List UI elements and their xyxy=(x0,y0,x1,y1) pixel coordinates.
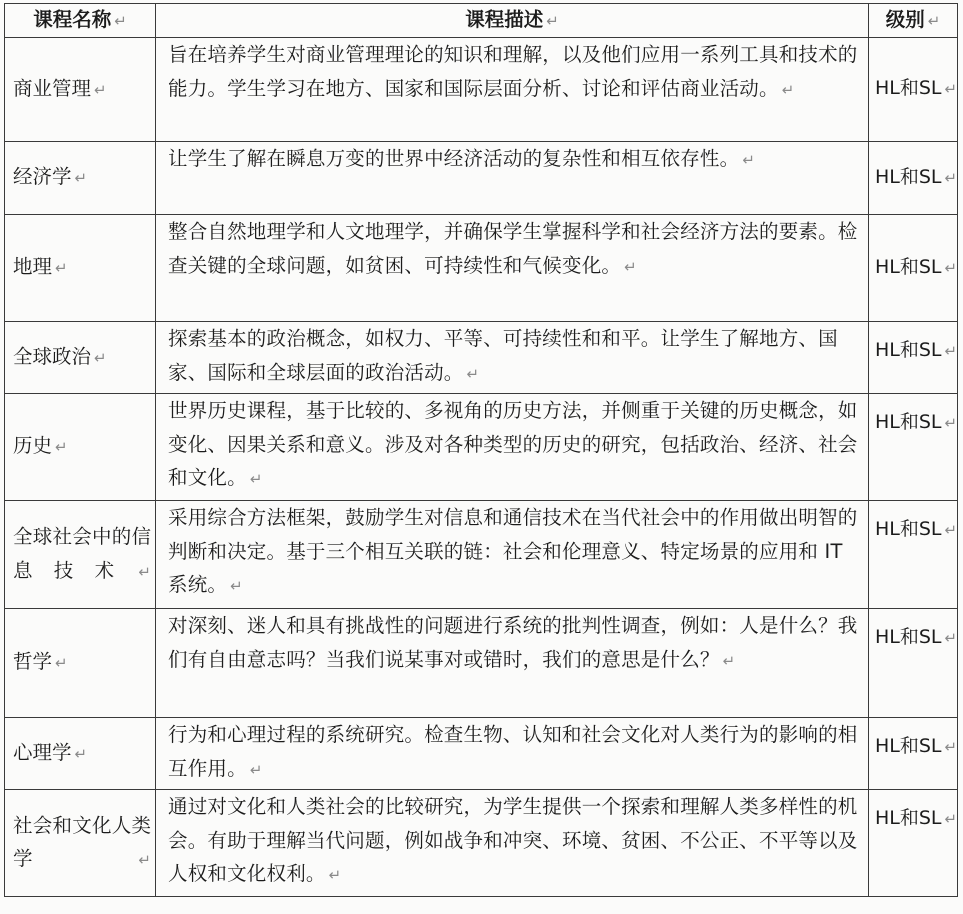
course-desc: 采用综合方法框架，鼓励学生对信息和通信技术在当代社会中的作用做出明智的判断和决定。基于三个相互关联的链：社会和伦理意义、特定场景的应用和 IT 系统。 xyxy=(168,506,858,596)
course-name: 心理学 xyxy=(13,740,72,764)
return-mark: ↵ xyxy=(944,810,958,828)
course-level: HL和SL xyxy=(875,626,942,648)
course-desc: 行为和心理过程的系统研究。检查生物、认知和社会文化对人类行为的影响的相互作用。 xyxy=(168,723,858,780)
return-mark: ↵ xyxy=(944,414,958,432)
course-name: 全球社会中的信息技术 xyxy=(13,525,151,582)
return-mark: ↵ xyxy=(55,438,68,457)
course-level: HL和SL xyxy=(875,339,942,361)
return-mark: ↵ xyxy=(546,12,559,30)
course-name-cell xyxy=(5,38,156,142)
course-level: HL和SL xyxy=(875,165,942,188)
course-table xyxy=(4,3,958,897)
return-mark: ↵ xyxy=(944,521,958,539)
course-level-cell xyxy=(869,501,958,609)
return-mark: ↵ xyxy=(944,738,958,756)
table-row xyxy=(5,322,958,394)
course-desc-cell xyxy=(156,609,869,718)
course-desc-cell xyxy=(156,394,869,501)
table-row xyxy=(5,394,958,501)
course-name-cell xyxy=(5,718,156,790)
course-name-cell xyxy=(5,790,156,897)
course-desc: 对深刻、迷人和具有挑战性的问题进行系统的批判性调查，例如：人是什么？我们有自由意志吗？当我们说某事对或错时，我们的意思是什么？ xyxy=(168,614,858,671)
header-level-cell xyxy=(869,4,958,38)
course-level: HL和SL xyxy=(875,411,942,433)
return-mark: ↵ xyxy=(944,80,958,99)
return-mark: ↵ xyxy=(249,470,263,488)
course-name-cell xyxy=(5,501,156,609)
table-row xyxy=(5,501,958,609)
course-desc: 探索基本的政治概念，如权力、平等、可持续性和和平。让学生了解地方、国家、国际和全球层面的政治活动。 xyxy=(168,327,838,384)
course-desc-cell xyxy=(156,215,869,322)
return-mark: ↵ xyxy=(74,169,88,188)
course-desc: 整合自然地理学和人文地理学，并确保学生掌握科学和社会经济方法的要素。检查关键的全球问题，如贫困、可持续性和气候变化。 xyxy=(168,220,858,277)
return-mark: ↵ xyxy=(94,348,107,367)
course-desc-cell xyxy=(156,142,869,215)
course-level-cell xyxy=(869,215,958,322)
course-level-cell xyxy=(869,394,958,501)
course-desc-cell xyxy=(156,501,869,609)
table-row xyxy=(5,718,958,790)
table-row xyxy=(5,215,958,322)
course-level-cell xyxy=(869,718,958,790)
course-desc-cell xyxy=(156,38,869,142)
course-name: 经济学 xyxy=(13,165,72,189)
course-name: 商业管理 xyxy=(13,76,92,100)
return-mark: ↵ xyxy=(624,257,637,276)
header-name: 课程名称 xyxy=(33,8,112,31)
course-name-cell xyxy=(5,142,156,215)
return-mark: ↵ xyxy=(742,151,756,169)
return-mark: ↵ xyxy=(230,577,243,595)
return-mark: ↵ xyxy=(328,866,342,884)
course-desc-cell xyxy=(156,322,869,394)
header-row xyxy=(5,4,958,38)
return-mark: ↵ xyxy=(944,629,958,647)
course-name: 社会和文化人类学 xyxy=(13,813,151,870)
return-mark: ↵ xyxy=(944,168,958,187)
course-name-cell xyxy=(5,394,156,501)
course-name-cell xyxy=(5,322,156,394)
course-name: 全球政治 xyxy=(13,344,92,368)
course-level-cell xyxy=(869,609,958,718)
return-mark: ↵ xyxy=(138,851,151,869)
course-level-cell xyxy=(869,790,958,897)
course-level: HL和SL xyxy=(875,807,942,829)
return-mark: ↵ xyxy=(944,258,958,277)
table-row xyxy=(5,142,958,215)
course-level: HL和SL xyxy=(875,735,942,757)
return-mark: ↵ xyxy=(74,744,88,763)
return-mark: ↵ xyxy=(55,259,68,278)
table-row xyxy=(5,790,958,897)
header-level: 级别 xyxy=(885,8,925,31)
return-mark: ↵ xyxy=(249,760,263,779)
course-name: 哲学 xyxy=(13,650,53,674)
course-name-cell xyxy=(5,609,156,718)
return-mark: ↵ xyxy=(944,342,958,360)
course-level: HL和SL xyxy=(875,77,942,100)
course-desc: 让学生了解在瞬息万变的世界中经济活动的复杂性和相互依存性。 xyxy=(168,147,740,170)
course-level: HL和SL xyxy=(875,518,942,540)
return-mark: ↵ xyxy=(94,80,107,99)
course-level: HL和SL xyxy=(875,255,942,278)
return-mark: ↵ xyxy=(927,12,941,30)
return-mark: ↵ xyxy=(466,364,480,383)
course-desc: 世界历史课程，基于比较的、多视角的历史方法，并侧重于关键的历史概念，如变化、因果关系和意义。涉及对各种类型的历史的研究，包括政治、经济、社会和文化。 xyxy=(168,399,858,489)
course-name-cell xyxy=(5,215,156,322)
course-desc-cell xyxy=(156,790,869,897)
table-row xyxy=(5,609,958,718)
course-level-cell xyxy=(869,322,958,394)
course-desc: 通过对文化和人类社会的比较研究，为学生提供一个探索和理解人类多样性的机会。有助于理解当代问题，例如战争和冲突、环境、贫困、不公正、不平等以及人权和文化权利。 xyxy=(168,795,858,885)
return-mark: ↵ xyxy=(781,80,795,99)
return-mark: ↵ xyxy=(138,562,151,581)
course-desc-cell xyxy=(156,718,869,790)
header-name-cell xyxy=(5,4,156,38)
header-desc-cell xyxy=(156,4,869,38)
table-row xyxy=(5,38,958,142)
return-mark: ↵ xyxy=(722,651,736,670)
course-level-cell xyxy=(869,38,958,142)
course-name: 地理 xyxy=(13,255,53,279)
course-desc: 旨在培养学生对商业管理理论的知识和理解，以及他们应用一系列工具和技术的能力。学生学习在地方、国家和国际层面分析、讨论和评估商业活动。 xyxy=(168,43,858,100)
header-desc: 课程描述 xyxy=(465,8,544,31)
course-level-cell xyxy=(869,142,958,215)
course-name: 历史 xyxy=(13,434,53,458)
return-mark: ↵ xyxy=(114,12,127,30)
return-mark: ↵ xyxy=(55,654,68,673)
